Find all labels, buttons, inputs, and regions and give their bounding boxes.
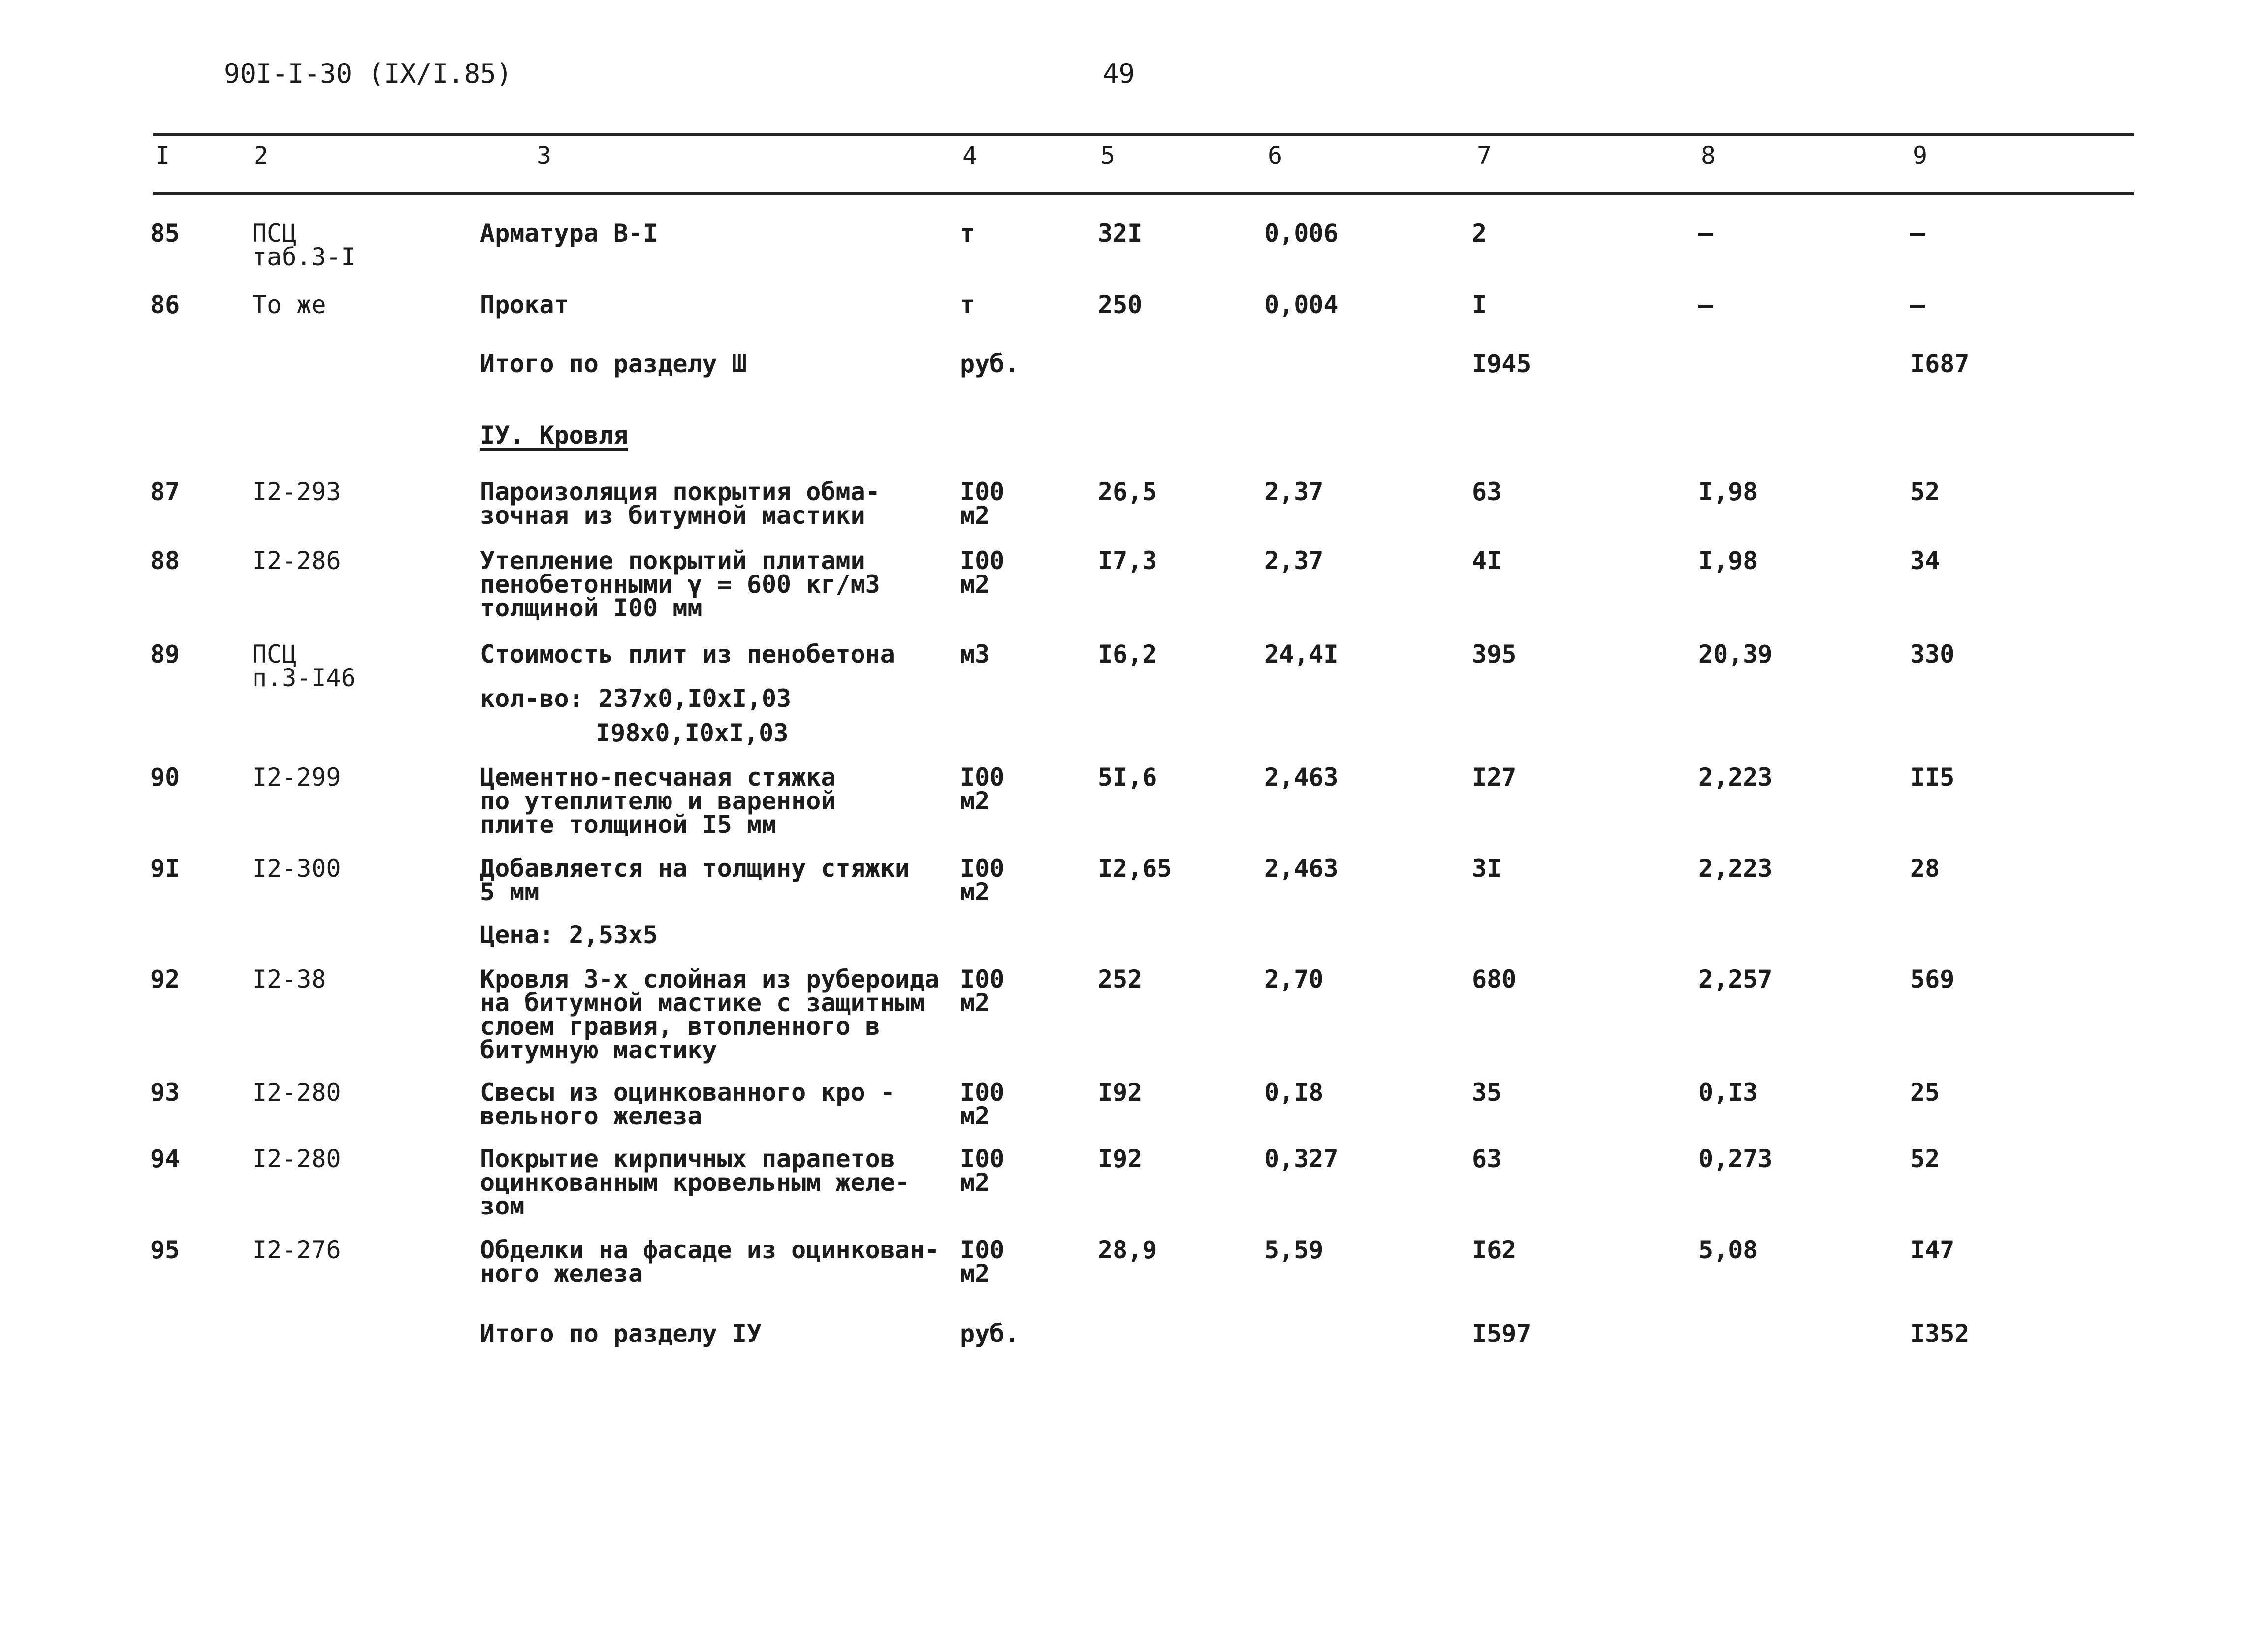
unit-price: 2,463 — [1264, 763, 1339, 792]
unit: I00 — [960, 1078, 1005, 1107]
unit: руб. — [960, 350, 1020, 378]
page-number: 49 — [1103, 58, 1135, 89]
calculation-note: Цена: 2,53х5 — [480, 921, 658, 949]
column-header-6: 6 — [1268, 141, 1283, 170]
unit: м2 — [960, 787, 990, 815]
norm-code: I2-293 — [252, 478, 341, 506]
work-description: зом — [480, 1192, 525, 1220]
total-cost: I945 — [1472, 350, 1532, 378]
unit-price: 24,4I — [1264, 640, 1339, 669]
document-code: 90I-I-30 (IX/I.85) — [224, 58, 512, 89]
unit: т — [960, 290, 975, 319]
unit: руб. — [960, 1319, 1020, 1348]
norm-code: I2-280 — [252, 1078, 341, 1107]
unit: м2 — [960, 989, 990, 1017]
unit-price: 0,I8 — [1264, 1078, 1324, 1107]
wage-unit: I,98 — [1698, 546, 1758, 575]
work-description: Стоимость плит из пенобетона — [480, 640, 895, 669]
wage-unit: 0,I3 — [1698, 1078, 1758, 1107]
work-description: Утепление покрытий плитами — [480, 546, 865, 575]
row-number: 89 — [150, 640, 180, 669]
quantity: I92 — [1098, 1145, 1143, 1173]
column-header-1: I — [155, 141, 170, 170]
wage-unit: 20,39 — [1698, 640, 1773, 669]
unit: т — [960, 219, 975, 248]
row-number: 90 — [150, 763, 180, 792]
unit-price: 2,70 — [1264, 965, 1324, 993]
column-header-9: 9 — [1913, 141, 1928, 170]
unit: м2 — [960, 1259, 990, 1288]
unit: I00 — [960, 965, 1005, 993]
unit-price: 2,37 — [1264, 546, 1324, 575]
wage-unit: 2,223 — [1698, 854, 1773, 883]
column-header-7: 7 — [1477, 141, 1492, 170]
norm-code: таб.3-I — [252, 243, 356, 271]
work-description: ного железа — [480, 1259, 643, 1288]
total-cost: 63 — [1472, 1145, 1502, 1173]
total-cost: I — [1472, 290, 1487, 319]
work-description: Кровля 3-х слойная из рубероида — [480, 965, 940, 993]
norm-code: I2-286 — [252, 546, 341, 575]
wage-total: 25 — [1910, 1078, 1940, 1107]
work-description: толщиной I00 мм — [480, 594, 703, 622]
unit-price: 0,006 — [1264, 219, 1339, 248]
wage-unit: 0,273 — [1698, 1145, 1773, 1173]
norm-code: I2-38 — [252, 965, 326, 993]
work-description: Цементно-песчаная стяжка — [480, 763, 836, 792]
quantity: I7,3 — [1098, 546, 1157, 575]
total-cost: 2 — [1472, 219, 1487, 248]
wage-total: 52 — [1910, 1145, 1940, 1173]
quantity: 26,5 — [1098, 478, 1157, 506]
quantity: I2,65 — [1098, 854, 1172, 883]
work-description: слоем гравия, втопленного в — [480, 1012, 880, 1041]
total-cost: 63 — [1472, 478, 1502, 506]
row-number: 94 — [150, 1145, 180, 1173]
unit-price: 2,37 — [1264, 478, 1324, 506]
work-description: по утеплителю и варенной — [480, 787, 836, 815]
wage-unit: 2,257 — [1698, 965, 1773, 993]
work-description: Прокат — [480, 290, 569, 319]
work-description: Арматура В-I — [480, 219, 658, 248]
wage-total: I352 — [1910, 1319, 1970, 1348]
unit: I00 — [960, 546, 1005, 575]
work-description: Покрытие кирпичных парапетов — [480, 1145, 895, 1173]
quantity: 252 — [1098, 965, 1143, 993]
column-header-3: 3 — [537, 141, 552, 170]
total-cost: 4I — [1472, 546, 1502, 575]
work-description: на битумной мастике с защитным — [480, 989, 925, 1017]
work-description: Пароизоляция покрытия обма- — [480, 478, 880, 506]
quantity: 32I — [1098, 219, 1143, 248]
row-number: 9I — [150, 854, 180, 883]
wage-total: 569 — [1910, 965, 1955, 993]
total-cost: I597 — [1472, 1319, 1532, 1348]
unit: м2 — [960, 1102, 990, 1130]
total-cost: I27 — [1472, 763, 1517, 792]
row-number: 87 — [150, 478, 180, 506]
quantity: 250 — [1098, 290, 1143, 319]
quantity: 5I,6 — [1098, 763, 1157, 792]
column-header-8: 8 — [1701, 141, 1716, 170]
column-header-4: 4 — [962, 141, 978, 170]
norm-code: п.3-I46 — [252, 664, 356, 692]
quantity: I92 — [1098, 1078, 1143, 1107]
work-description: зочная из битумной мастики — [480, 501, 865, 530]
work-description: Свесы из оцинкованного кро - — [480, 1078, 895, 1107]
unit-price: 0,004 — [1264, 290, 1339, 319]
work-description: пенобетонными γ = 600 кг/м3 — [480, 570, 880, 599]
unit: м2 — [960, 501, 990, 530]
norm-code: I2-300 — [252, 854, 341, 883]
norm-code: I2-280 — [252, 1145, 341, 1173]
unit: м2 — [960, 1168, 990, 1197]
row-number: 85 — [150, 219, 180, 248]
work-description: оцинкованным кровельным желе- — [480, 1168, 910, 1197]
total-cost: 395 — [1472, 640, 1517, 669]
norm-code: ПСЦ — [252, 219, 297, 248]
unit: м2 — [960, 570, 990, 599]
norm-code: I2-276 — [252, 1236, 341, 1264]
total-cost: 3I — [1472, 854, 1502, 883]
unit: I00 — [960, 763, 1005, 792]
wage-unit: 2,223 — [1698, 763, 1773, 792]
norm-code: I2-299 — [252, 763, 341, 792]
work-description: Итого по разделу IУ — [480, 1319, 762, 1348]
wage-total: – — [1910, 219, 1925, 248]
section-title: IУ. Кровля — [480, 421, 629, 449]
wage-total: 34 — [1910, 546, 1940, 575]
wage-unit: I,98 — [1698, 478, 1758, 506]
total-cost: 35 — [1472, 1078, 1502, 1107]
row-number: 86 — [150, 290, 180, 319]
wage-total: 28 — [1910, 854, 1940, 883]
wage-total: II5 — [1910, 763, 1955, 792]
wage-unit: 5,08 — [1698, 1236, 1758, 1264]
calculation-note: I98х0,I0хI,03 — [596, 719, 789, 747]
total-cost: 680 — [1472, 965, 1517, 993]
work-description: битумную мастику — [480, 1036, 717, 1064]
total-cost: I62 — [1472, 1236, 1517, 1264]
wage-total: I687 — [1910, 350, 1970, 378]
row-number: 95 — [150, 1236, 180, 1264]
wage-total: – — [1910, 290, 1925, 319]
unit: I00 — [960, 1145, 1005, 1173]
wage-total: I47 — [1910, 1236, 1955, 1264]
calculation-note: кол-во: 237х0,I0хI,03 — [480, 684, 792, 713]
work-description: Итого по разделу Ш — [480, 350, 747, 378]
column-header-5: 5 — [1100, 141, 1116, 170]
column-header-2: 2 — [254, 141, 269, 170]
wage-unit: – — [1698, 290, 1714, 319]
norm-code: То же — [252, 290, 326, 319]
unit: I00 — [960, 478, 1005, 506]
wage-total: 330 — [1910, 640, 1955, 669]
unit: м2 — [960, 878, 990, 906]
work-description: плите толщиной I5 мм — [480, 810, 777, 839]
table-top-rule — [153, 133, 2134, 136]
unit: I00 — [960, 854, 1005, 883]
norm-code: ПСЦ — [252, 640, 297, 669]
unit-price: 0,327 — [1264, 1145, 1339, 1173]
row-number: 88 — [150, 546, 180, 575]
row-number: 93 — [150, 1078, 180, 1107]
quantity: I6,2 — [1098, 640, 1157, 669]
work-description: вельного железа — [480, 1102, 703, 1130]
unit: I00 — [960, 1236, 1005, 1264]
wage-unit: – — [1698, 219, 1714, 248]
quantity: 28,9 — [1098, 1236, 1157, 1264]
work-description: Обделки на фасаде из оцинкован- — [480, 1236, 940, 1264]
row-number: 92 — [150, 965, 180, 993]
unit-price: 5,59 — [1264, 1236, 1324, 1264]
unit-price: 2,463 — [1264, 854, 1339, 883]
wage-total: 52 — [1910, 478, 1940, 506]
work-description: Добавляется на толщину стяжки — [480, 854, 910, 883]
unit: м3 — [960, 640, 990, 669]
table-header-rule — [153, 192, 2134, 195]
work-description: 5 мм — [480, 878, 540, 906]
